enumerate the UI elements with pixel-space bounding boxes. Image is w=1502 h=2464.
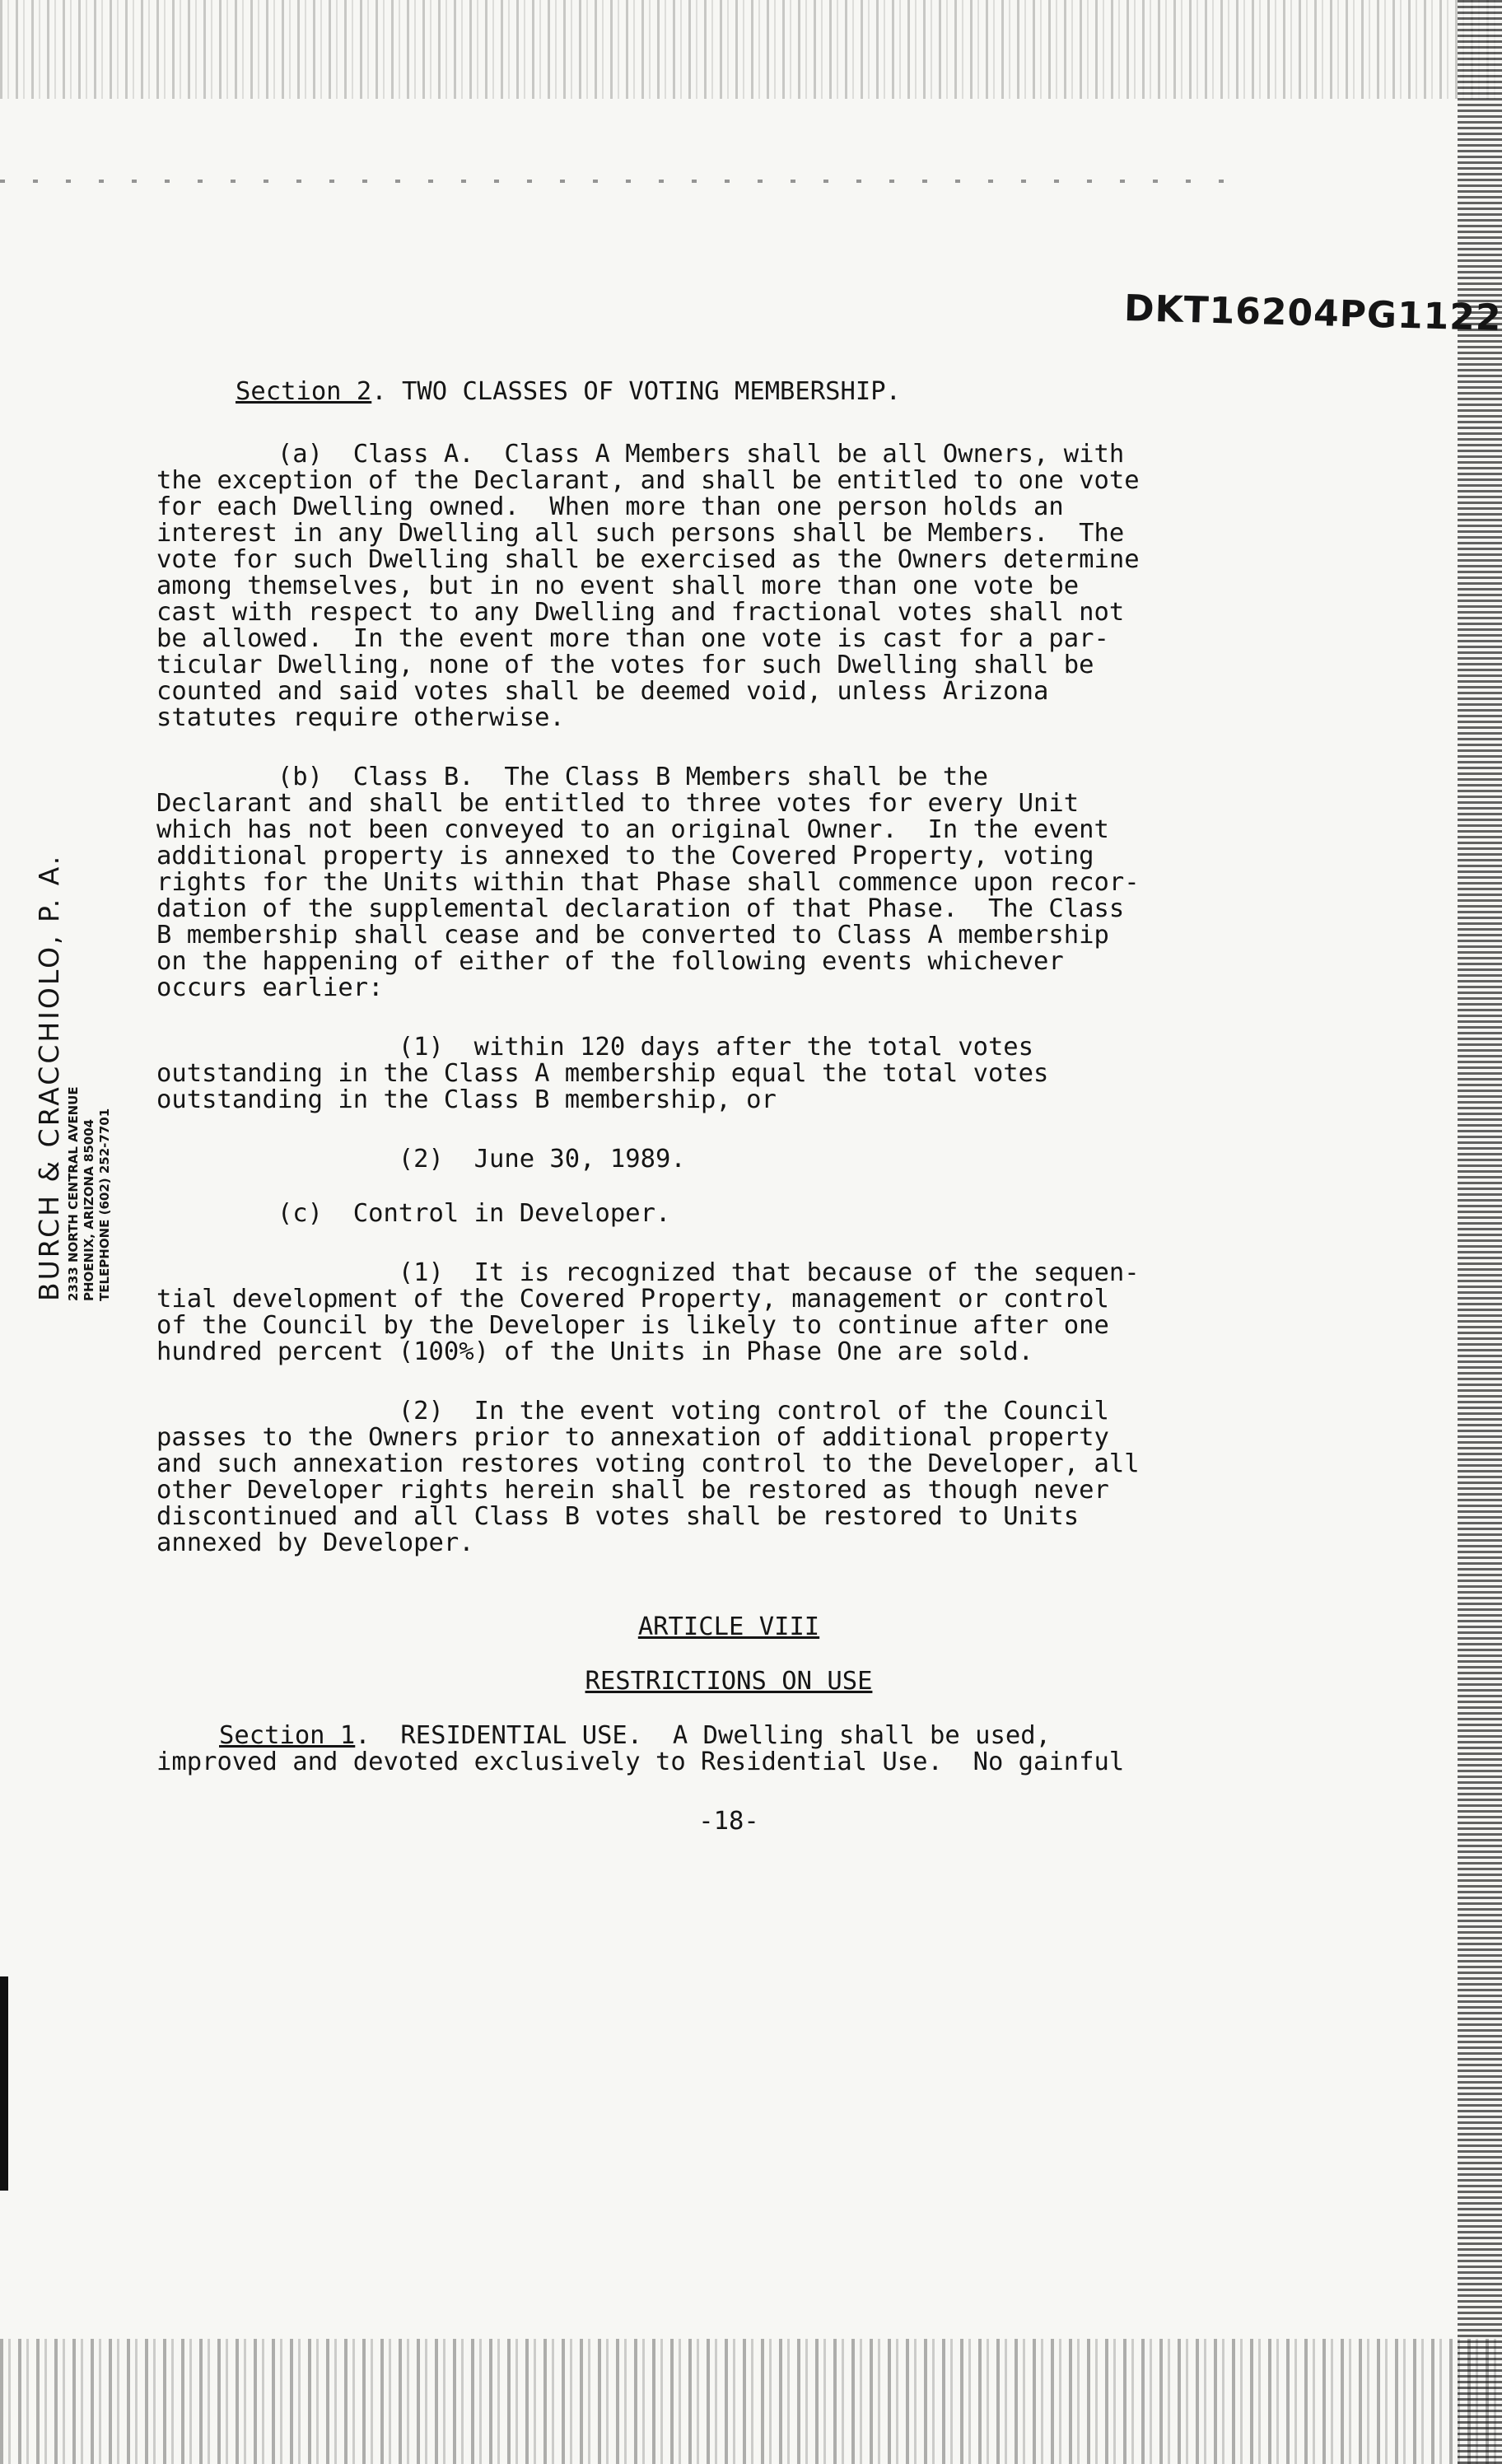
paragraph-c: (c) Control in Developer. <box>156 1199 671 1228</box>
text-line: (1) It is recognized that because of the sequen- <box>156 1258 1140 1287</box>
text-line: tial development of the Covered Property, management or control <box>156 1285 1109 1314</box>
section-label: Section 2 <box>236 377 372 406</box>
firm-sidebar <box>33 853 173 1301</box>
text-line: other Developer rights herein shall be restored as though never <box>156 1476 1109 1505</box>
text-line: counted and said votes shall be deemed void, unless Arizona <box>156 677 1049 706</box>
paragraph-b <box>156 764 1301 1001</box>
section-1-label: Section 1 <box>219 1721 356 1750</box>
article-title: RESTRICTIONS ON USE <box>585 1667 873 1696</box>
text-line: B membership shall cease and be converted to Class A membership <box>156 921 1109 950</box>
paragraph-b-1 <box>156 1034 1301 1113</box>
firm-city: PHOENIX, ARIZONA 85004 <box>82 1118 96 1301</box>
scan-noise-top <box>0 0 1502 99</box>
scan-artifact-line <box>0 180 1235 183</box>
text-line: ticular Dwelling, none of the votes for such Dwelling shall be <box>156 651 1094 679</box>
section-1-text: . RESIDENTIAL USE. A Dwelling shall be used, <box>355 1721 1051 1750</box>
text-line: discontinued and all Class B votes shall be restored to Units <box>156 1502 1080 1531</box>
scan-noise-bottom <box>0 2339 1502 2464</box>
text-line: statutes require otherwise. <box>156 703 565 732</box>
section-1-line <box>156 1723 1301 1749</box>
scan-edge-left <box>0 1976 8 2191</box>
text-line: passes to the Owners prior to annexation of additional property <box>156 1423 1109 1452</box>
text-line: among themselves, but in no event shall more than one vote be <box>156 572 1080 600</box>
scan-edge-right <box>1458 0 1502 2464</box>
text-line: (b) Class B. The Class B Members shall be the <box>156 763 988 791</box>
text-line: occurs earlier: <box>156 973 384 1002</box>
text-line: annexed by Developer. <box>156 1528 474 1557</box>
paragraph-c-1 <box>156 1260 1301 1365</box>
text-line: outstanding in the Class A membership equal the total votes <box>156 1059 1049 1088</box>
section-1 <box>156 1723 1301 1776</box>
paragraph-c-2 <box>156 1398 1301 1556</box>
paragraph-b-2: (2) June 30, 1989. <box>156 1145 686 1174</box>
text-line: for each Dwelling owned. When more than one person holds an <box>156 492 1064 521</box>
text-line: (1) within 120 days after the total votes <box>156 1033 1034 1062</box>
text-line: additional property is annexed to the Covered Property, voting <box>156 842 1094 870</box>
text-line: cast with respect to any Dwelling and fractional votes shall not <box>156 598 1125 627</box>
text-line: of the Council by the Developer is likely to continue after one <box>156 1311 1109 1340</box>
docket-number: DKT16204PG1122 <box>1123 287 1502 339</box>
article-heading: ARTICLE VIII <box>637 1612 820 1641</box>
firm-phone: TELEPHONE (602) 252-7701 <box>97 1108 112 1301</box>
text-line: (2) In the event voting control of the Council <box>156 1397 1109 1426</box>
text-line: be allowed. In the event more than one vote is cast for a par- <box>156 624 1109 653</box>
text-line: on the happening of either of the following events whichever <box>156 947 1064 976</box>
document-body <box>156 379 1301 1835</box>
text-line: and such annexation restores voting control to the Developer, all <box>156 1449 1140 1478</box>
text-line: interest in any Dwelling all such persons shall be Members. The <box>156 519 1125 548</box>
firm-address: 2333 NORTH CENTRAL AVENUE <box>66 1086 81 1301</box>
text-line: outstanding in the Class B membership, or <box>156 1085 777 1114</box>
text-line: rights for the Units within that Phase shall commence upon recor- <box>156 868 1140 897</box>
firm-name: BURCH & CRACCHIOLO, P. A. <box>33 853 65 1301</box>
section-title: . TWO CLASSES OF VOTING MEMBERSHIP. <box>371 377 901 406</box>
text-line: improved and devoted exclusively to Residential Use. No gainful <box>156 1748 1125 1776</box>
text-line: Declarant and shall be entitled to three votes for every Unit <box>156 789 1080 818</box>
text-line: vote for such Dwelling shall be exercised as the Owners determine <box>156 545 1140 574</box>
text-line: which has not been conveyed to an original Owner. In the event <box>156 815 1109 844</box>
text-line: dation of the supplemental declaration of that Phase. The Class <box>156 894 1125 923</box>
text-line: hundred percent (100%) of the Units in Phase One are sold. <box>156 1337 1034 1366</box>
text-line: (a) Class A. Class A Members shall be all Owners, with <box>156 440 1125 469</box>
page-number: -18- <box>698 1807 759 1836</box>
section-heading <box>156 379 1301 405</box>
text-line: the exception of the Declarant, and shall be entitled to one vote <box>156 466 1140 495</box>
paragraph-a <box>156 441 1301 731</box>
